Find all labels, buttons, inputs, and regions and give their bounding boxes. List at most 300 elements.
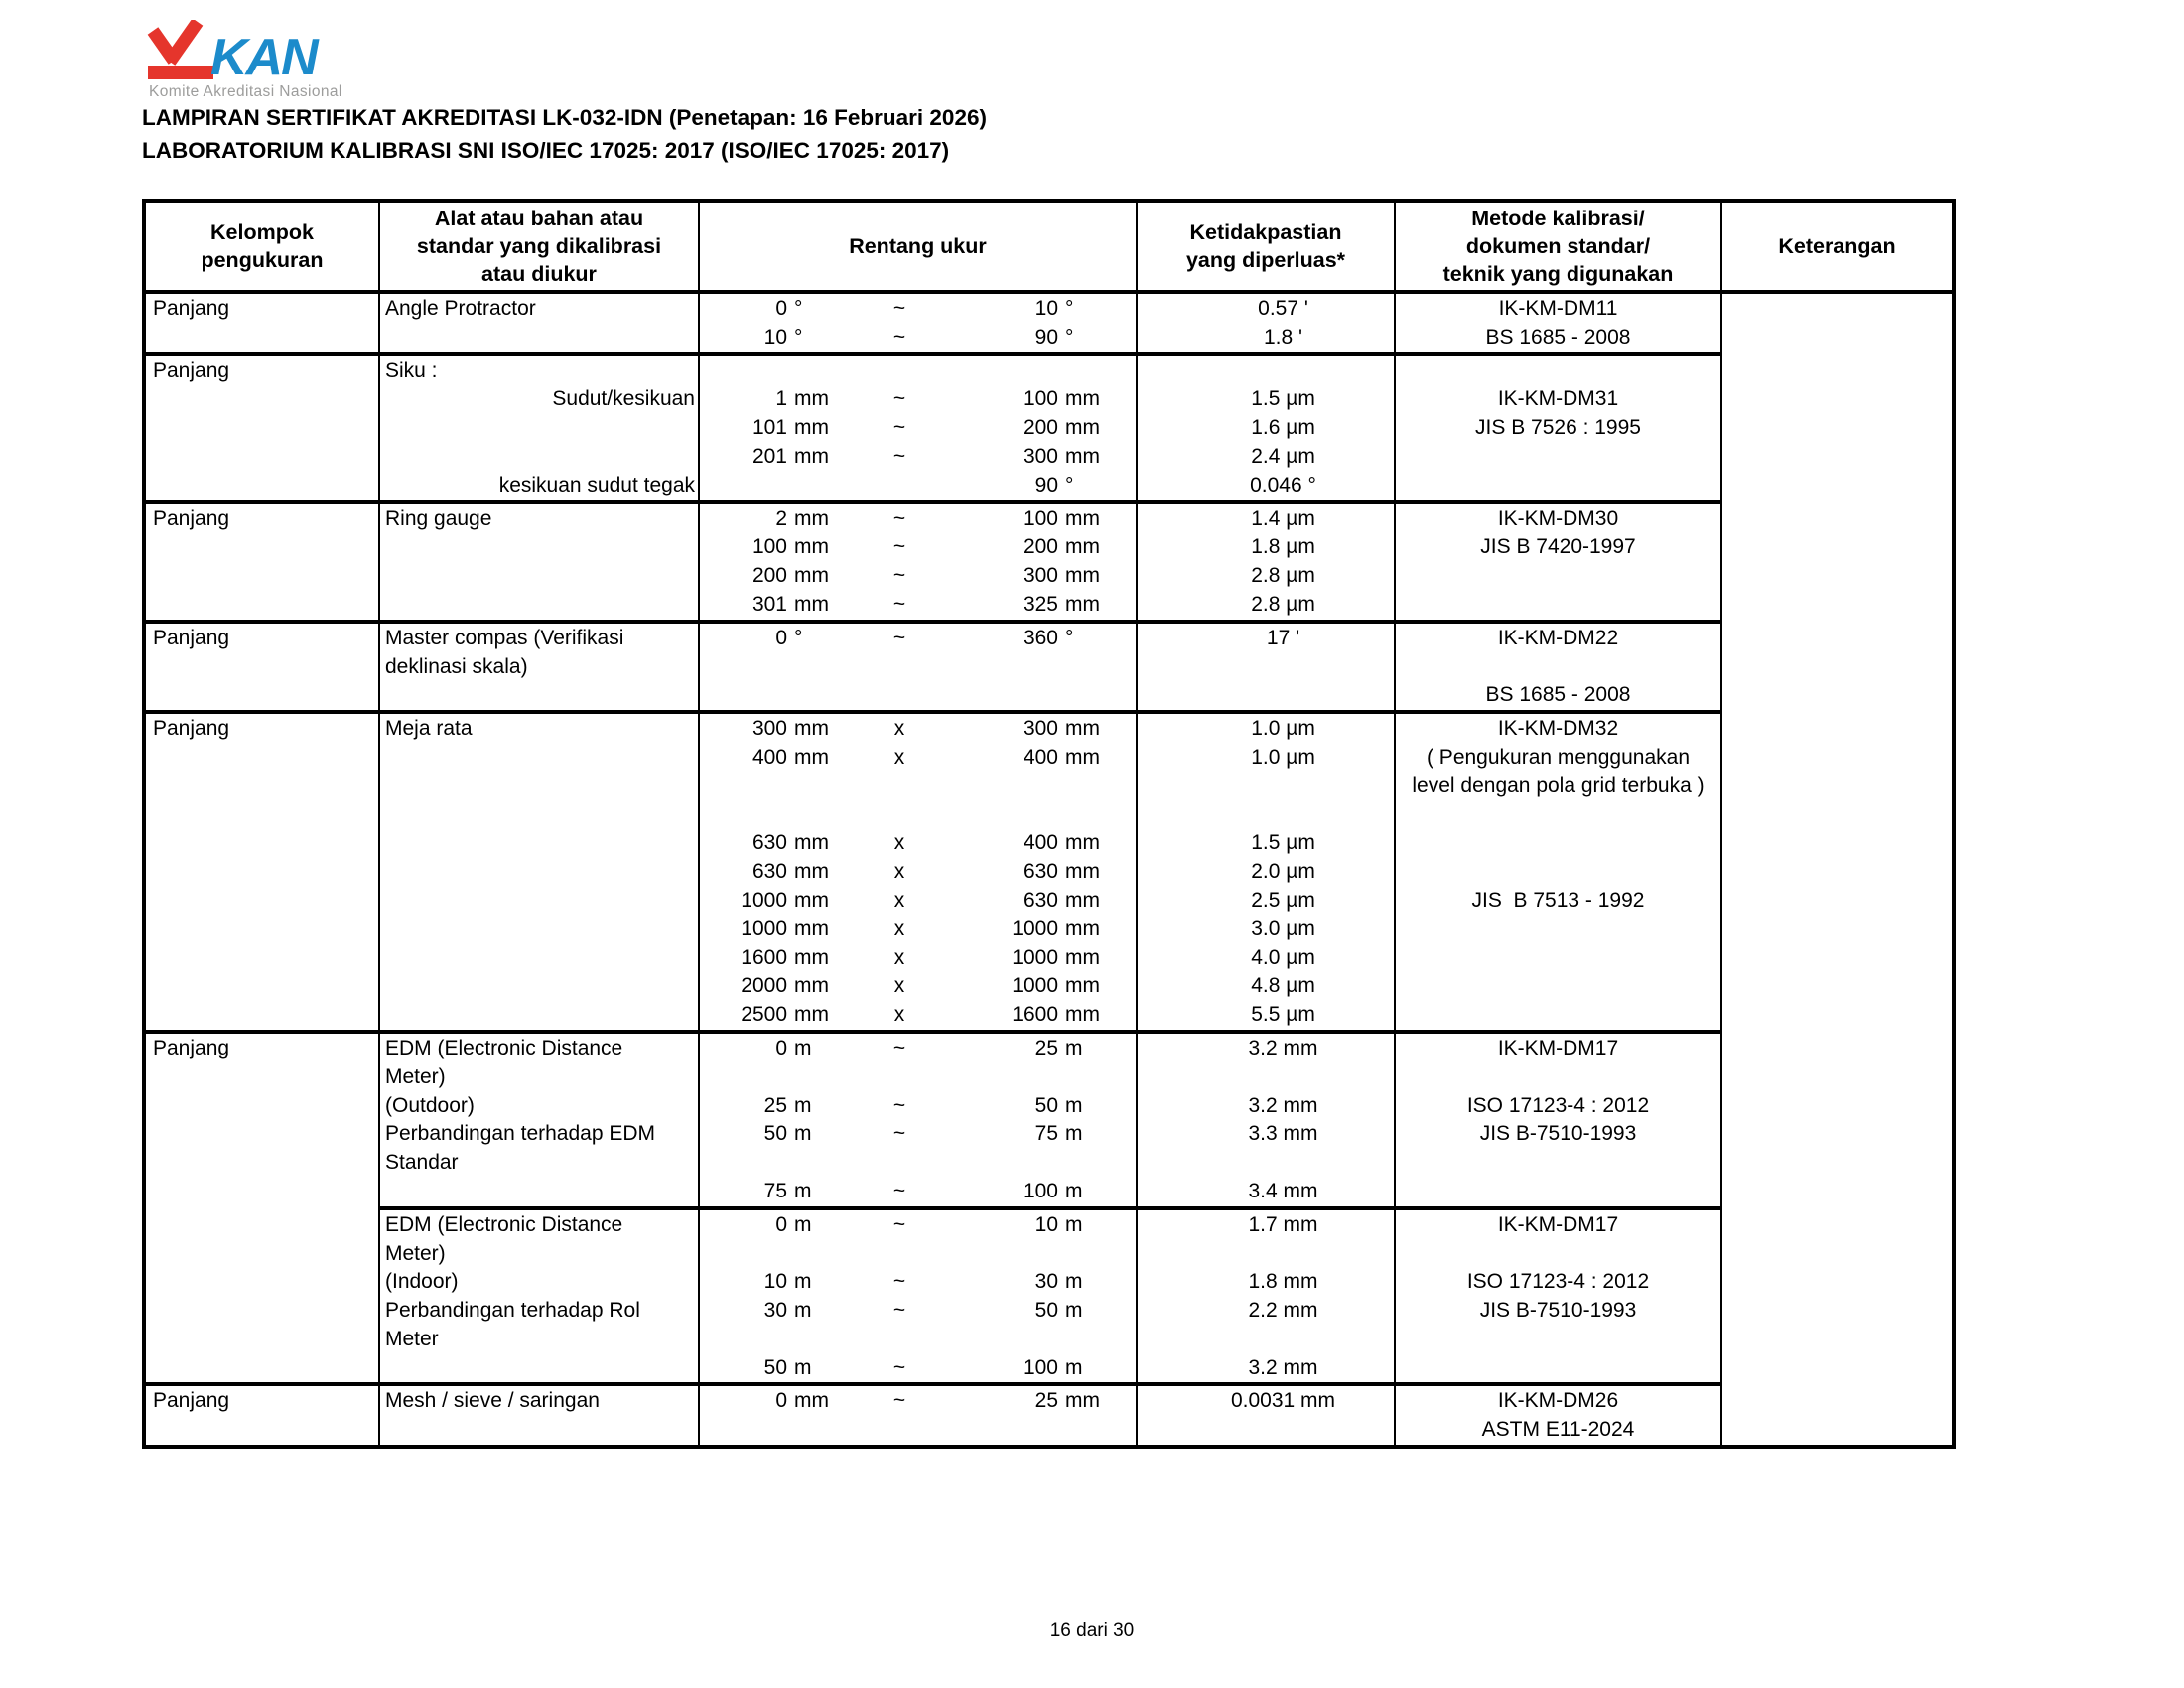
range-value: 90: [1034, 473, 1058, 496]
range-value: mm: [1065, 831, 1100, 855]
range-value: mm: [794, 564, 829, 588]
range-separator: x: [893, 1003, 905, 1027]
table-cell-line: [1396, 915, 1720, 944]
range-separator: ~: [892, 1036, 906, 1059]
table-cell-line: [1396, 858, 1720, 887]
table-cell-line: [700, 653, 1136, 682]
range-value: 25: [1034, 1036, 1058, 1059]
table-cell-line: Ring gauge: [385, 506, 492, 530]
kan-checkmark-icon: [147, 20, 345, 81]
range-separator: ~: [892, 387, 906, 411]
range-value: mm: [1065, 592, 1100, 616]
range-value: 90: [1034, 325, 1058, 349]
range-value: mm: [1065, 564, 1100, 588]
range-value: 100: [1023, 387, 1058, 411]
table-cell-line: [700, 1268, 1136, 1297]
table-cell-line: [1396, 944, 1720, 973]
cell-metode: [1395, 712, 1721, 1032]
range-separator: ~: [892, 564, 906, 588]
range-value: mm: [1065, 416, 1100, 440]
range-value: m: [794, 1093, 812, 1117]
table-cell-line: EDM (Electronic Distance: [385, 1036, 623, 1059]
header-keterangan: [1721, 201, 1954, 292]
cell-kelompok: [144, 622, 379, 712]
range-value: mm: [794, 745, 829, 769]
range-value: mm: [794, 831, 829, 855]
range-value: mm: [1065, 1389, 1100, 1413]
table-cell-line: BS 1685 - 2008: [1485, 683, 1631, 707]
cell-metode: [1395, 292, 1721, 354]
range-value: 100: [1023, 506, 1058, 530]
range-value: 200: [1023, 535, 1058, 559]
range-value: m: [1065, 1355, 1083, 1379]
range-value: mm: [794, 717, 829, 741]
range-value: 300: [1023, 444, 1058, 468]
kelompok-label: Panjang: [153, 506, 230, 530]
table-cell-line: [700, 414, 1136, 443]
table-cell-line: [1396, 1326, 1720, 1354]
table-cell-line: [1138, 653, 1394, 682]
range-value: 630: [1023, 888, 1058, 912]
table-cell-line: Standar: [385, 1151, 459, 1175]
table-cell-line: [380, 858, 698, 887]
table-cell-line: [700, 801, 1136, 830]
table-cell-line: 1.8 mm: [1248, 1270, 1318, 1294]
kan-subtitle: Komite Akreditasi Nasional: [149, 83, 342, 100]
table-cell-line: [1138, 1416, 1394, 1445]
range-value: mm: [794, 416, 829, 440]
range-value: mm: [794, 860, 829, 884]
cell-rentang-ukur: [699, 292, 1137, 354]
cell-ketidakpastian: [1137, 1032, 1395, 1208]
table-cell-line: [700, 744, 1136, 773]
table-cell-line: 1.6 µm: [1251, 416, 1315, 440]
table-cell-line: Siku :: [385, 358, 438, 382]
range-separator: x: [893, 945, 905, 969]
cell-alat: [379, 292, 699, 354]
range-value: mm: [1065, 860, 1100, 884]
range-value: 400: [751, 745, 787, 769]
table-row-master-compas: [144, 622, 1954, 712]
range-value: 50: [1034, 1299, 1058, 1323]
table-cell-line: 0.0031 mm: [1230, 1389, 1336, 1413]
table-cell-line: [1138, 801, 1394, 830]
range-value: m: [794, 1270, 812, 1294]
table-cell-line: [380, 887, 698, 915]
range-value: mm: [1065, 888, 1100, 912]
table-cell-line: 4.8 µm: [1251, 974, 1315, 998]
header-metode: [1395, 201, 1721, 292]
range-value: 2: [775, 506, 787, 530]
cell-metode: [1395, 1384, 1721, 1447]
table-cell-line: 1.4 µm: [1251, 506, 1315, 530]
table-cell-line: 2.8 µm: [1251, 564, 1315, 588]
table-cell-line: [1396, 562, 1720, 591]
range-value: mm: [1065, 916, 1100, 940]
cell-ketidakpastian: [1137, 712, 1395, 1032]
table-cell-line: [700, 1297, 1136, 1326]
table-cell-line: [380, 1416, 698, 1445]
cell-metode: [1395, 1208, 1721, 1385]
table-cell-line: [1396, 591, 1720, 620]
table-cell-line: level dengan pola grid terbuka ): [1412, 774, 1705, 797]
cell-kelompok: [144, 712, 379, 1032]
table-cell-line: IK-KM-DM26: [1497, 1389, 1619, 1413]
table-cell-line: (Indoor): [385, 1270, 459, 1294]
table-cell-line: [700, 533, 1136, 562]
range-separator: ~: [892, 1179, 906, 1202]
table-cell-line: Meter): [385, 1241, 446, 1265]
table-cell-line: (Outdoor): [385, 1093, 475, 1117]
range-value: m: [1065, 1122, 1083, 1146]
range-value: mm: [794, 916, 829, 940]
range-value: mm: [1065, 717, 1100, 741]
range-value: 0: [775, 1212, 787, 1236]
cell-ketidakpastian: [1137, 1208, 1395, 1385]
range-value: 10: [1034, 297, 1058, 320]
table-row-angle-protractor: [144, 292, 1954, 354]
table-cell-line: [1138, 1149, 1394, 1178]
range-value: 1000: [1012, 945, 1058, 969]
table-cell-line: 2.2 mm: [1248, 1299, 1318, 1323]
table-row-mesh-sieve: [144, 1384, 1954, 1447]
cell-alat: [379, 354, 699, 502]
range-value: 301: [751, 592, 787, 616]
header-rentang-ukur: [699, 201, 1137, 292]
table-cell-line: [380, 744, 698, 773]
table-cell-line: [700, 385, 1136, 414]
cell-rentang-ukur: [699, 502, 1137, 622]
table-cell-line: 3.3 mm: [1248, 1122, 1318, 1146]
range-value: 1000: [1012, 916, 1058, 940]
range-value: 100: [751, 535, 787, 559]
table-cell-line: [380, 1178, 698, 1206]
document-title-line1: LAMPIRAN SERTIFIKAT AKREDITASI LK-032-IDN (Penetapan: 16 Februari 2026): [142, 105, 987, 130]
range-separator: ~: [892, 1212, 906, 1236]
table-cell-line: 0.57 ': [1258, 297, 1308, 320]
range-value: °: [794, 297, 803, 320]
table-cell-line: [380, 944, 698, 973]
table-row-meja-rata: [144, 712, 1954, 1032]
range-value: 1600: [1012, 1003, 1058, 1027]
range-separator: ~: [892, 416, 906, 440]
range-value: m: [794, 1179, 812, 1202]
table-cell-line: Master compas (Verifikasi: [385, 626, 624, 649]
header-kelompok-label: Kelompok pengukuran: [201, 220, 324, 272]
table-cell-line: ISO 17123-4 : 2012: [1466, 1093, 1650, 1117]
table-cell-line: JIS B 7420-1997: [1480, 535, 1636, 559]
table-cell-line: 3.4 mm: [1248, 1179, 1318, 1202]
table-cell-line: 1.8 µm: [1251, 535, 1315, 559]
table-cell-line: 1.5 µm: [1251, 831, 1315, 855]
table-cell-line: [700, 773, 1136, 801]
header-rentang-label: Rentang ukur: [849, 234, 987, 258]
range-value: 75: [1034, 1122, 1058, 1146]
table-cell-line: 1.8 ': [1263, 325, 1303, 349]
table-cell-line: [1396, 357, 1720, 386]
range-separator: ~: [892, 535, 906, 559]
cell-kelompok: [144, 354, 379, 502]
table-cell-line: [700, 505, 1136, 534]
range-value: 360: [1023, 626, 1058, 649]
range-value: mm: [1065, 444, 1100, 468]
range-separator: x: [893, 717, 905, 741]
table-cell-line: [700, 562, 1136, 591]
range-value: °: [1065, 325, 1074, 349]
range-separator: x: [893, 831, 905, 855]
table-cell-line: 2.0 µm: [1251, 860, 1315, 884]
table-cell-line: [700, 715, 1136, 744]
table-cell-line: [1396, 1001, 1720, 1030]
range-value: 400: [1023, 745, 1058, 769]
table-cell-line: Mesh / sieve / saringan: [385, 1389, 600, 1413]
range-value: °: [1065, 473, 1074, 496]
cell-alat: [379, 1208, 699, 1385]
range-value: 30: [763, 1299, 787, 1323]
cell-kelompok: [144, 292, 379, 354]
table-cell-line: 0.046 °: [1250, 473, 1316, 496]
document-titles: [142, 102, 987, 167]
table-cell-line: Angle Protractor: [385, 297, 536, 320]
cell-alat: [379, 1032, 699, 1208]
table-cell-line: IK-KM-DM17: [1497, 1212, 1619, 1236]
range-value: 0: [775, 297, 787, 320]
table-cell-line: JIS B 7526 : 1995: [1475, 416, 1641, 440]
cell-ketidakpastian: [1137, 354, 1395, 502]
kelompok-label: Panjang: [153, 626, 230, 649]
range-value: m: [1065, 1270, 1083, 1294]
range-value: mm: [1065, 745, 1100, 769]
range-value: 1000: [1012, 974, 1058, 998]
table-cell-line: [1396, 1240, 1720, 1269]
table-cell-line: [700, 1178, 1136, 1206]
cell-alat: [379, 502, 699, 622]
table-cell-line: [1396, 1178, 1720, 1206]
range-value: m: [1065, 1036, 1083, 1059]
table-cell-line: ASTM E11-2024: [1481, 1418, 1635, 1442]
table-cell-line: kesikuan sudut tegak: [498, 473, 695, 496]
cell-metode: [1395, 354, 1721, 502]
range-separator: x: [893, 745, 905, 769]
table-cell-line: [700, 1149, 1136, 1178]
table-cell-line: [700, 972, 1136, 1001]
table-cell-line: [700, 295, 1136, 324]
range-value: mm: [794, 592, 829, 616]
range-value: 1000: [741, 916, 787, 940]
range-value: 50: [763, 1122, 787, 1146]
table-cell-line: ISO 17123-4 : 2012: [1466, 1270, 1650, 1294]
range-value: 300: [1023, 717, 1058, 741]
cell-ketidakpastian: [1137, 622, 1395, 712]
range-value: 75: [763, 1179, 787, 1202]
table-cell-line: Meja rata: [385, 717, 473, 741]
table-cell-line: [700, 1326, 1136, 1354]
cell-metode: [1395, 502, 1721, 622]
cell-rentang-ukur: [699, 1384, 1137, 1447]
range-value: 25: [763, 1093, 787, 1117]
cell-metode: [1395, 622, 1721, 712]
cell-alat: [379, 712, 699, 1032]
table-cell-line: 1.0 µm: [1251, 717, 1315, 741]
header-kelompok-pengukuran: [144, 201, 379, 292]
range-value: m: [1065, 1093, 1083, 1117]
range-value: m: [794, 1122, 812, 1146]
table-cell-line: deklinasi skala): [385, 654, 528, 678]
range-value: m: [794, 1036, 812, 1059]
range-value: 100: [1023, 1179, 1058, 1202]
range-separator: x: [893, 860, 905, 884]
table-cell-line: [1396, 1063, 1720, 1092]
table-cell-line: 3.0 µm: [1251, 916, 1315, 940]
table-cell-line: [380, 773, 698, 801]
table-cell-line: [1138, 357, 1394, 386]
table-cell-line: IK-KM-DM32: [1497, 717, 1619, 741]
range-value: 2500: [741, 1003, 787, 1027]
range-separator: ~: [892, 506, 906, 530]
range-value: 630: [751, 831, 787, 855]
range-value: m: [1065, 1212, 1083, 1236]
table-cell-line: [1396, 472, 1720, 500]
cell-rentang-ukur: [699, 1208, 1137, 1385]
range-value: 1000: [741, 888, 787, 912]
range-value: 201: [751, 444, 787, 468]
range-separator: ~: [892, 1270, 906, 1294]
table-cell-line: 1.7 mm: [1248, 1212, 1318, 1236]
range-value: 400: [1023, 831, 1058, 855]
range-value: m: [1065, 1179, 1083, 1202]
table-cell-line: [700, 1240, 1136, 1269]
range-value: mm: [1065, 974, 1100, 998]
range-value: 630: [751, 860, 787, 884]
table-cell-line: [1396, 972, 1720, 1001]
kan-logo: [147, 20, 365, 100]
range-value: °: [1065, 297, 1074, 320]
document-title-line2: LABORATORIUM KALIBRASI SNI ISO/IEC 17025: 2017 (ISO/IEC 17025: 2017): [142, 137, 950, 163]
range-value: 1: [775, 387, 787, 411]
range-separator: ~: [892, 1355, 906, 1379]
table-cell-line: 17 ': [1266, 626, 1300, 649]
table-cell-line: Meter: [385, 1327, 439, 1350]
range-value: 100: [1023, 1355, 1058, 1379]
range-value: mm: [794, 535, 829, 559]
range-value: mm: [1065, 506, 1100, 530]
table-cell-line: [380, 591, 698, 620]
table-cell-line: [700, 915, 1136, 944]
table-cell-line: Perbandingan terhadap Rol: [385, 1299, 640, 1323]
header-ketidakpastian-label: Ketidakpastian yang diperluas*: [1185, 220, 1346, 272]
table-cell-line: IK-KM-DM31: [1497, 387, 1619, 411]
table-cell-line: [700, 887, 1136, 915]
table-row-edm-indoor: [144, 1208, 1954, 1385]
table-cell-line: 3.2 mm: [1248, 1036, 1318, 1059]
range-value: 0: [775, 1036, 787, 1059]
table-cell-line: 4.0 µm: [1251, 945, 1315, 969]
range-value: 0: [775, 626, 787, 649]
cell-alat: [379, 1384, 699, 1447]
table-cell-line: [700, 1354, 1136, 1383]
table-cell-line: IK-KM-DM17: [1497, 1036, 1619, 1059]
table-cell-line: Meter): [385, 1064, 446, 1088]
range-value: m: [794, 1299, 812, 1323]
range-value: mm: [794, 888, 829, 912]
table-header: [144, 201, 1954, 292]
range-separator: x: [893, 974, 905, 998]
range-value: 630: [1023, 860, 1058, 884]
range-value: mm: [1065, 387, 1100, 411]
range-separator: ~: [892, 1093, 906, 1117]
range-separator: ~: [892, 592, 906, 616]
range-value: 10: [763, 1270, 787, 1294]
range-separator: ~: [892, 325, 906, 349]
cell-kelompok: [144, 1032, 379, 1385]
range-value: mm: [1065, 1003, 1100, 1027]
cell-kelompok: [144, 502, 379, 622]
table-cell-line: [1138, 1240, 1394, 1269]
table-cell-line: [700, 1120, 1136, 1149]
table-cell-line: 3.2 mm: [1248, 1093, 1318, 1117]
table-cell-line: [700, 944, 1136, 973]
table-cell-line: [380, 681, 698, 710]
header-ketidakpastian: [1137, 201, 1395, 292]
cell-metode: [1395, 1032, 1721, 1208]
table-cell-line: [700, 443, 1136, 472]
table-cell-line: [700, 1035, 1136, 1063]
range-value: 300: [1023, 564, 1058, 588]
accreditation-scope-table: [142, 199, 1956, 1449]
cell-keterangan: [1721, 292, 1954, 1447]
cell-rentang-ukur: [699, 712, 1137, 1032]
table-cell-line: 2.8 µm: [1251, 592, 1315, 616]
table-cell-line: [700, 681, 1136, 710]
range-value: mm: [794, 444, 829, 468]
table-cell-line: [380, 533, 698, 562]
range-value: 50: [763, 1355, 787, 1379]
table-cell-line: [1138, 681, 1394, 710]
range-value: 25: [1034, 1389, 1058, 1413]
range-value: 325: [1023, 592, 1058, 616]
table-cell-line: IK-KM-DM30: [1497, 506, 1619, 530]
table-cell-line: [1138, 773, 1394, 801]
range-value: mm: [1065, 945, 1100, 969]
table-cell-line: [700, 591, 1136, 620]
cell-kelompok: [144, 1384, 379, 1447]
table-cell-line: IK-KM-DM11: [1498, 297, 1618, 320]
table-cell-line: [1396, 1354, 1720, 1383]
range-value: 2000: [741, 974, 787, 998]
header-metode-label: Metode kalibrasi/ dokumen standar/ teknik yang digunakan: [1442, 207, 1674, 286]
table-cell-line: EDM (Electronic Distance: [385, 1212, 623, 1236]
range-separator: ~: [892, 1122, 906, 1146]
table-cell-line: JIS B-7510-1993: [1479, 1122, 1637, 1146]
table-cell-line: [380, 324, 698, 352]
table-cell-line: [700, 472, 1136, 500]
table-cell-line: Sudut/kesikuan: [552, 387, 695, 411]
table-cell-line: [380, 829, 698, 858]
table-cell-line: [700, 324, 1136, 352]
table-cell-line: [380, 972, 698, 1001]
table-row-siku: [144, 354, 1954, 502]
cell-rentang-ukur: [699, 354, 1137, 502]
table-cell-line: 1.0 µm: [1251, 745, 1315, 769]
range-value: mm: [794, 1003, 829, 1027]
cell-rentang-ukur: [699, 1032, 1137, 1208]
cell-rentang-ukur: [699, 622, 1137, 712]
range-separator: ~: [892, 1299, 906, 1323]
table-cell-line: 2.4 µm: [1251, 444, 1315, 468]
table-cell-line: [1138, 1326, 1394, 1354]
table-cell-line: IK-KM-DM22: [1497, 626, 1619, 649]
range-value: °: [1065, 626, 1074, 649]
